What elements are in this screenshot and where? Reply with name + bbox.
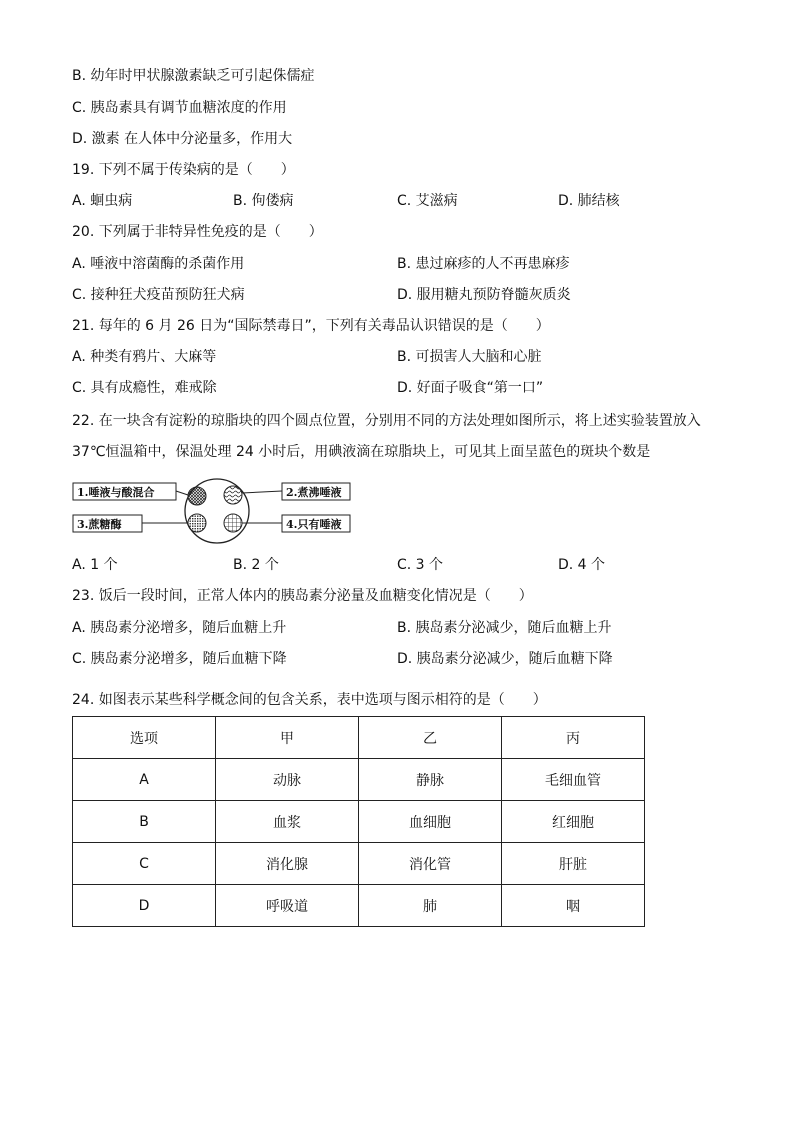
table-header-cell: 选项 xyxy=(73,717,216,759)
q20-option: A. 唾液中溶菌酶的杀菌作用 xyxy=(72,256,245,272)
q22-option: B. 2 个 xyxy=(233,557,279,573)
q20-option: B. 患过麻疹的人不再患麻疹 xyxy=(397,256,570,272)
table-header-cell: 乙 xyxy=(359,717,502,759)
q21-stem: 21. 每年的 6 月 26 日为“国际禁毒日”，下列有关毒品认识错误的是（ ） xyxy=(72,318,550,334)
table-cell: 消化管 xyxy=(359,843,502,885)
q22-stem-line2: 37℃恒温箱中，保温处理 24 小时后，用碘液滴在琼脂块上，可见其上面呈蓝色的斑块个数是 xyxy=(72,444,651,460)
table-cell: 血细胞 xyxy=(359,801,502,843)
q19-option: D. 肺结核 xyxy=(558,193,620,209)
table-row xyxy=(73,843,645,885)
q23-option: B. 胰岛素分泌减少，随后血糖上升 xyxy=(397,620,612,636)
table-cell: 红细胞 xyxy=(502,801,645,843)
q23-option: A. 胰岛素分泌增多，随后血糖上升 xyxy=(72,620,287,636)
q23-option: D. 胰岛素分泌减少，随后血糖下降 xyxy=(397,651,613,667)
q21-option: B. 可损害人大脑和心脏 xyxy=(397,349,542,365)
table-cell: B xyxy=(73,801,216,843)
table-header-cell: 甲 xyxy=(216,717,359,759)
spot-4 xyxy=(224,514,242,532)
agar-experiment-diagram xyxy=(72,478,362,544)
q24-options-table xyxy=(72,716,645,927)
diagram-label-2: 2.煮沸唾液 xyxy=(286,486,342,499)
q22-stem-line1: 22. 在一块含有淀粉的琼脂块的四个圆点位置，分别用不同的方法处理如图所示，将上述实验装置放入 xyxy=(72,413,701,429)
table-cell: 动脉 xyxy=(216,759,359,801)
table-cell: D xyxy=(73,885,216,927)
q22-option: D. 4 个 xyxy=(558,557,606,573)
table-row xyxy=(73,759,645,801)
q19-option: B. 佝偻病 xyxy=(233,193,294,209)
table-cell: C xyxy=(73,843,216,885)
q21-option: C. 具有成瘾性，难戒除 xyxy=(72,380,217,396)
spot-1 xyxy=(188,487,206,505)
q22-option: A. 1 个 xyxy=(72,557,118,573)
q22-option: C. 3 个 xyxy=(397,557,444,573)
table-cell: 咽 xyxy=(502,885,645,927)
table-row xyxy=(73,801,645,843)
q20-option: D. 服用糖丸预防脊髓灰质炎 xyxy=(397,287,571,303)
q24-stem: 24. 如图表示某些科学概念间的包含关系，表中选项与图示相符的是（ ） xyxy=(72,692,547,708)
q18-option-d: D. 激素 在人体中分泌量多，作用大 xyxy=(72,131,293,147)
q21-option: A. 种类有鸦片、大麻等 xyxy=(72,349,217,365)
table-cell: 呼吸道 xyxy=(216,885,359,927)
table-header-cell: 丙 xyxy=(502,717,645,759)
q19-option: C. 艾滋病 xyxy=(397,193,458,209)
table-cell: 肝脏 xyxy=(502,843,645,885)
q23-stem: 23. 饭后一段时间，正常人体内的胰岛素分泌量及血糖变化情况是（ ） xyxy=(72,588,533,604)
diagram-label-3: 3.蔗糖酶 xyxy=(77,518,122,531)
q18-option-b: B. 幼年时甲状腺激素缺乏可引起侏儒症 xyxy=(72,68,315,84)
table-cell: 血浆 xyxy=(216,801,359,843)
table-cell: 消化腺 xyxy=(216,843,359,885)
q23-option: C. 胰岛素分泌增多，随后血糖下降 xyxy=(72,651,287,667)
q19-option: A. 蛔虫病 xyxy=(72,193,133,209)
q21-option: D. 好面子吸食“第一口” xyxy=(397,380,544,396)
table-cell: 静脉 xyxy=(359,759,502,801)
q18-option-c: C. 胰岛素具有调节血糖浓度的作用 xyxy=(72,100,287,116)
table-cell: 毛细血管 xyxy=(502,759,645,801)
q19-stem: 19. 下列不属于传染病的是（ ） xyxy=(72,162,295,178)
table-cell: A xyxy=(73,759,216,801)
diagram-label-4: 4.只有唾液 xyxy=(286,518,342,531)
table-header-row xyxy=(73,717,645,759)
q20-stem: 20. 下列属于非特异性免疫的是（ ） xyxy=(72,224,323,240)
diagram-label-1: 1.唾液与酸混合 xyxy=(77,486,155,499)
table-row xyxy=(73,885,645,927)
q20-option: C. 接种狂犬疫苗预防狂犬病 xyxy=(72,287,245,303)
spot-3 xyxy=(188,514,206,532)
table-cell: 肺 xyxy=(359,885,502,927)
spot-2 xyxy=(224,486,242,504)
